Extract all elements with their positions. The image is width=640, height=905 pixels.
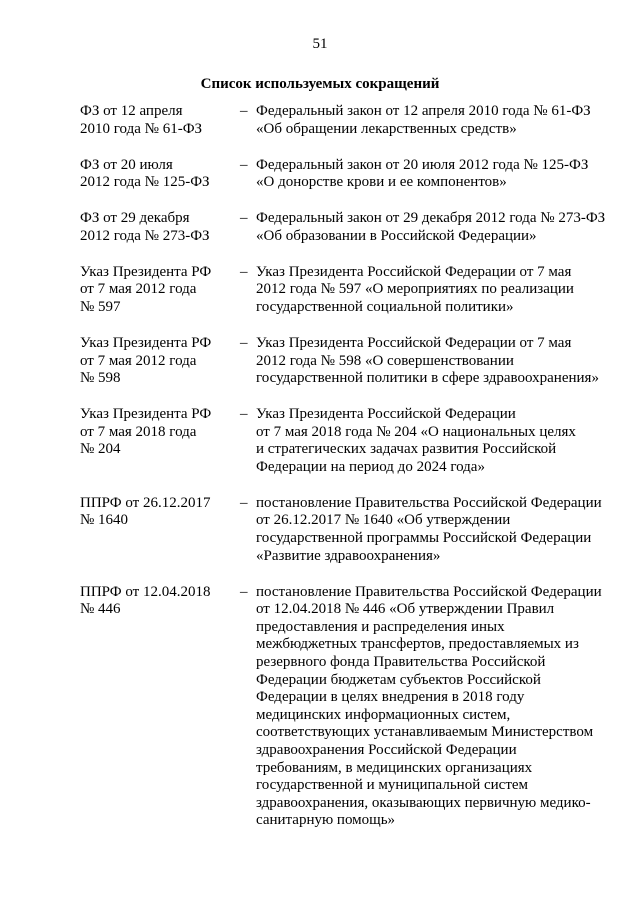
- abbreviation-term: [80, 335, 240, 388]
- definition-line: 2012 года № 597 «О мероприятиях по реализации: [256, 281, 574, 298]
- definition-line: государственной социальной политики»: [256, 298, 514, 315]
- term-line: № 204: [80, 441, 121, 458]
- page-title: Список используемых сокращений: [200, 76, 440, 92]
- term-line: № 446: [80, 601, 121, 618]
- definition-line: «О донорстве крови и ее компонентов»: [256, 174, 507, 191]
- definition-line: и стратегических задачах развития Российской: [256, 441, 557, 458]
- abbreviation-entry: [80, 495, 610, 565]
- definition-line: предоставления и распределения иных: [256, 618, 505, 635]
- term-line: ФЗ от 29 декабря: [80, 210, 190, 227]
- definition-line: «Развитие здравоохранения»: [256, 547, 441, 564]
- definition-line: 2012 года № 598 «О совершенствовании: [256, 352, 514, 369]
- dash-separator: –: [240, 406, 248, 423]
- abbreviation-entry: [80, 335, 610, 388]
- term-line: № 1640: [80, 512, 129, 529]
- abbreviation-entry: [80, 103, 610, 138]
- abbreviation-term: [80, 406, 240, 476]
- abbreviation-list: [80, 103, 610, 848]
- abbreviation-definition: [256, 103, 610, 138]
- dash-separator: –: [240, 210, 248, 227]
- abbreviation-term: [80, 584, 240, 830]
- term-line: Указ Президента РФ: [80, 334, 212, 351]
- definition-line: санитарную помощь»: [256, 812, 396, 829]
- term-line: 2012 года № 125-ФЗ: [80, 174, 210, 191]
- abbreviation-definition: [256, 406, 610, 476]
- definition-line: «Об образовании в Российской Федерации»: [256, 227, 537, 244]
- definition-line: Федеральный закон от 20 июля 2012 года № 125-ФЗ: [256, 156, 589, 173]
- abbreviation-definition: [256, 210, 610, 245]
- term-line: ФЗ от 12 апреля: [80, 103, 183, 119]
- definition-line: требованиям, в медицинских организациях: [256, 759, 533, 776]
- definition-line: Федерации в целях внедрения в 2018 году: [256, 689, 525, 706]
- term-line: Указ Президента РФ: [80, 406, 212, 423]
- definition-line: постановление Правительства Российской Федерации: [256, 583, 602, 600]
- definition-line: здравоохранения, оказывающих первичную медико-: [256, 794, 591, 811]
- abbreviation-definition: [256, 584, 610, 830]
- term-line: 2010 года № 61-ФЗ: [80, 120, 203, 137]
- abbreviation-term: [80, 495, 240, 565]
- abbreviation-definition: [256, 157, 610, 192]
- term-line: от 7 мая 2012 года: [80, 352, 197, 369]
- abbreviation-term: [80, 103, 240, 138]
- definition-line: Указ Президента Российской Федерации от 7 мая: [256, 263, 572, 280]
- dash-separator: –: [240, 334, 248, 351]
- abbreviation-definition: [256, 264, 610, 317]
- definition-line: от 26.12.2017 № 1640 «Об утверждении: [256, 512, 511, 529]
- term-line: ФЗ от 20 июля: [80, 156, 173, 173]
- abbreviation-definition: [256, 335, 610, 388]
- dash-separator: –: [240, 263, 248, 280]
- definition-line: государственной политики в сфере здравоохранения»: [256, 370, 599, 387]
- dash-separator: –: [240, 583, 248, 600]
- definition-line: от 7 мая 2018 года № 204 «О национальных целях: [256, 423, 576, 440]
- term-line: № 598: [80, 370, 121, 387]
- definition-line: Федерации на период до 2024 года»: [256, 458, 485, 475]
- definition-line: здравоохранения Российской Федерации: [256, 741, 517, 758]
- definition-line: Федеральный закон от 12 апреля 2010 года № 61-ФЗ: [256, 103, 591, 119]
- dash-separator: –: [240, 494, 248, 511]
- abbreviation-entry: [80, 264, 610, 317]
- definition-line: соответствующих устанавливаемым Министерством: [256, 724, 594, 741]
- abbreviation-entry: [80, 157, 610, 192]
- definition-line: медицинских информационных систем,: [256, 706, 511, 723]
- term-line: ППРФ от 26.12.2017: [80, 494, 211, 511]
- abbreviation-definition: [256, 495, 610, 565]
- dash-separator: –: [240, 156, 248, 173]
- dash-separator: –: [240, 103, 248, 119]
- term-line: № 597: [80, 298, 121, 315]
- term-line: 2012 года № 273-ФЗ: [80, 227, 210, 244]
- term-line: Указ Президента РФ: [80, 263, 212, 280]
- definition-line: Федерации бюджетам субъектов Российской: [256, 671, 541, 688]
- definition-line: Указ Президента Российской Федерации: [256, 406, 516, 423]
- abbreviation-term: [80, 157, 240, 192]
- abbreviation-entry: [80, 406, 610, 476]
- definition-line: государственной и муниципальной систем: [256, 777, 529, 794]
- definition-line: постановление Правительства Российской Федерации: [256, 494, 602, 511]
- abbreviation-term: [80, 210, 240, 245]
- definition-line: Федеральный закон от 29 декабря 2012 года № 273-ФЗ: [256, 210, 606, 227]
- definition-line: межбюджетных трансфертов, предоставляемых из: [256, 636, 579, 653]
- definition-line: государственной программы Российской Федерации: [256, 530, 592, 547]
- abbreviation-term: [80, 264, 240, 317]
- term-line: от 7 мая 2018 года: [80, 423, 197, 440]
- term-line: от 7 мая 2012 года: [80, 281, 197, 298]
- definition-line: «Об обращении лекарственных средств»: [256, 120, 517, 137]
- definition-line: от 12.04.2018 № 446 «Об утверждении Правил: [256, 601, 555, 618]
- definition-line: резервного фонда Правительства Российской: [256, 653, 546, 670]
- abbreviation-entry: [80, 210, 610, 245]
- definition-line: Указ Президента Российской Федерации от 7 мая: [256, 334, 572, 351]
- term-line: ППРФ от 12.04.2018: [80, 583, 211, 600]
- page-number: 51: [312, 36, 328, 52]
- abbreviation-entry: [80, 584, 610, 830]
